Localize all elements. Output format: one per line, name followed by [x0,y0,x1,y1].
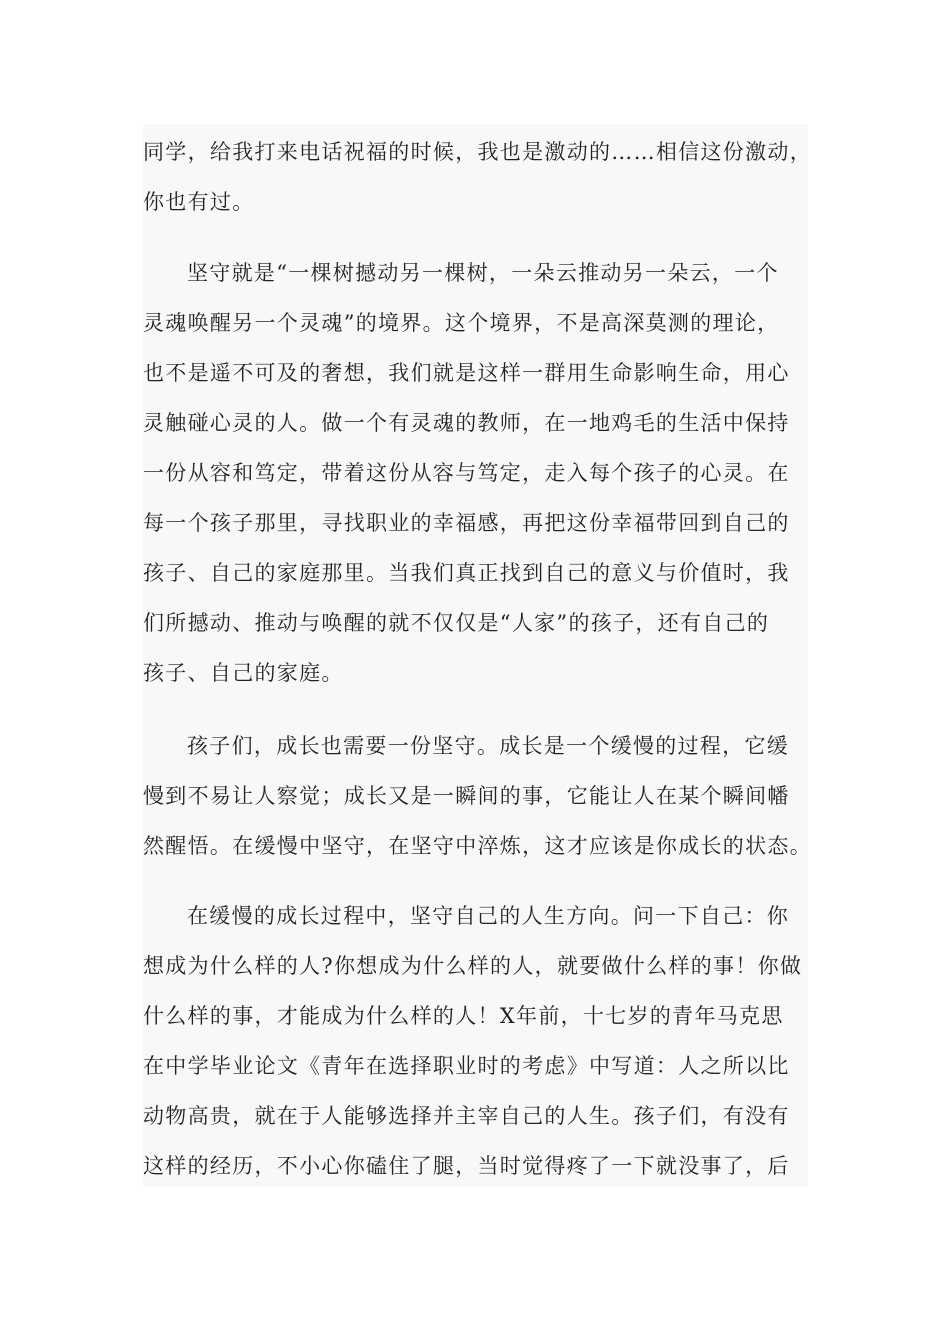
text-line: 灵触碰心灵的人。做一个有灵魂的教师，在一地鸡毛的生活中保持 [143,411,790,435]
text-line: 也不是遥不可及的奢想，我们就是这样一群用生命影响生命，用心 [143,361,790,385]
text-line: 孩子、自己的家庭。 [143,661,344,685]
text-line: 然醒悟。在缓慢中坚守，在坚守中淬炼，这才应该是你成长的状态。 [143,834,812,858]
text-block [143,124,812,1187]
text-line: 同学，给我打来电话祝福的时候，我也是激动的……相信这份激动， [143,140,812,164]
text-line: 慢到不易让人察觉；成长又是一瞬间的事，它能让人在某个瞬间幡 [143,784,790,808]
text-line: 灵魂唤醒另一个灵魂”的境界。这个境界，不是高深莫测的理论， [143,311,780,335]
text-line: 在中学毕业论文《青年在选择职业时的考虑》中写道：人之所以比 [143,1054,790,1078]
paragraph-1 [143,127,812,227]
text-line: 在缓慢的成长过程中，坚守自己的人生方向。问一下自己：你 [187,904,790,928]
text-line: 动物高贵，就在于人能够选择并主宰自己的人生。孩子们，有没有 [143,1104,790,1128]
paragraph-3 [143,721,812,871]
text-line: 你也有过。 [143,190,255,214]
text-line: 们所撼动、推动与唤醒的就不仅仅是“人家”的孩子，还有自己的 [143,611,770,635]
paragraph-2 [143,248,808,698]
text-line: 孩子、自己的家庭那里。当我们真正找到自己的意义与价值时，我 [143,561,790,585]
text-line: 什么样的事，才能成为什么样的人！X年前，十七岁的青年马克思 [143,1004,784,1028]
text-line: 孩子们，成长也需要一份坚守。成长是一个缓慢的过程，它缓 [187,734,790,758]
text-line: 一份从容和笃定，带着这份从容与笃定，走入每个孩子的心灵。在 [143,461,790,485]
text-line: 这样的经历，不小心你磕住了腿，当时觉得疼了一下就没事了，后 [143,1154,790,1178]
text-line: 想成为什么样的人?你想成为什么样的人，就要做什么样的事！你做 [143,954,803,978]
paragraph-4 [143,891,808,1191]
text-line: 坚守就是“一棵树撼动另一棵树，一朵云推动另一朵云，一个 [187,261,779,285]
text-line: 每一个孩子那里，寻找职业的幸福感，再把这份幸福带回到自己的 [143,511,790,535]
